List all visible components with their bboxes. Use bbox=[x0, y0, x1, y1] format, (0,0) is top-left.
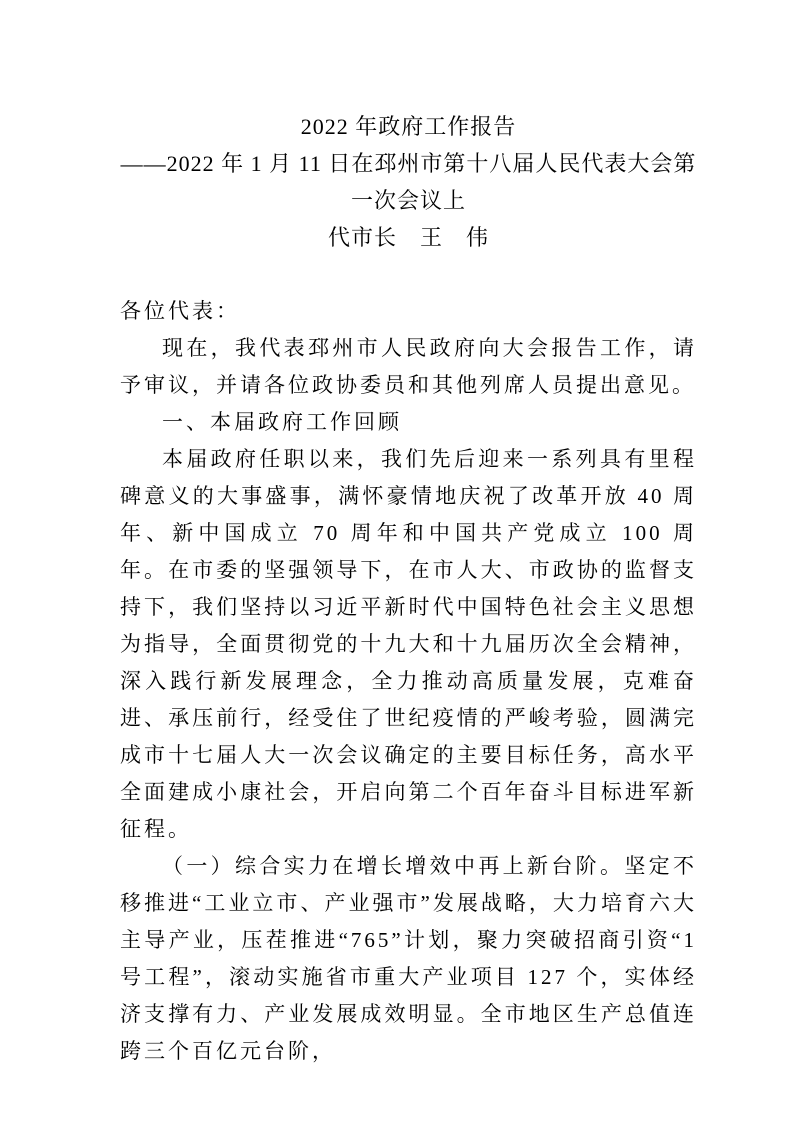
document-body bbox=[120, 293, 697, 1070]
document-subtitle: ——2022 年 1 月 11 日在邳州市第十八届人民代表大会第一次会议上 bbox=[120, 151, 697, 213]
document-title: 2022 年政府工作报告 bbox=[300, 114, 517, 139]
title-block bbox=[120, 108, 697, 256]
salutation: 各位代表： bbox=[120, 299, 240, 323]
presenter-line: 代市长 王 伟 bbox=[327, 225, 489, 250]
paragraph-intro: 现在，我代表邳州市人民政府向大会报告工作，请予审议，并请各位政协委员和其他列席人员提出意见。 bbox=[120, 336, 697, 397]
paragraph-achievements: （一）综合实力在增长增效中再上新台阶。坚定不移推进“工业立市、产业强市”发展战略，大力培育六大主导产业，压茬推进“765”计划，聚力突破招商引资“1 号工程”，滚动实施省市重大产业项目 127 个，实体经济支撑有力、产业发展成效明显。全市地区生产总值连跨三个百亿元台阶， bbox=[120, 854, 697, 1063]
paragraph-review: 本届政府任职以来，我们先后迎来一系列具有里程碑意义的大事盛事，满怀豪情地庆祝了改革开放 40 周年、新中国成立 70 周年和中国共产党成立 100 周年。在市委的坚强领导下，在市人大、市政协的监督支持下，我们坚持以习近平新时代中国特色社会主义思想为指导，全面贯彻党的十九大和十九届历次全会精神，深入践行新发展理念，全力推动高质量发展，克难奋进、承压前行，经受住了世纪疫情的严峻考验，圆满完成市十七届人大一次会议确定的主要目标任务，高水平全面建成小康社会，开启向第二个百年奋斗目标进军新征程。 bbox=[120, 447, 697, 841]
section-heading: 一、本届政府工作回顾 bbox=[162, 410, 402, 434]
